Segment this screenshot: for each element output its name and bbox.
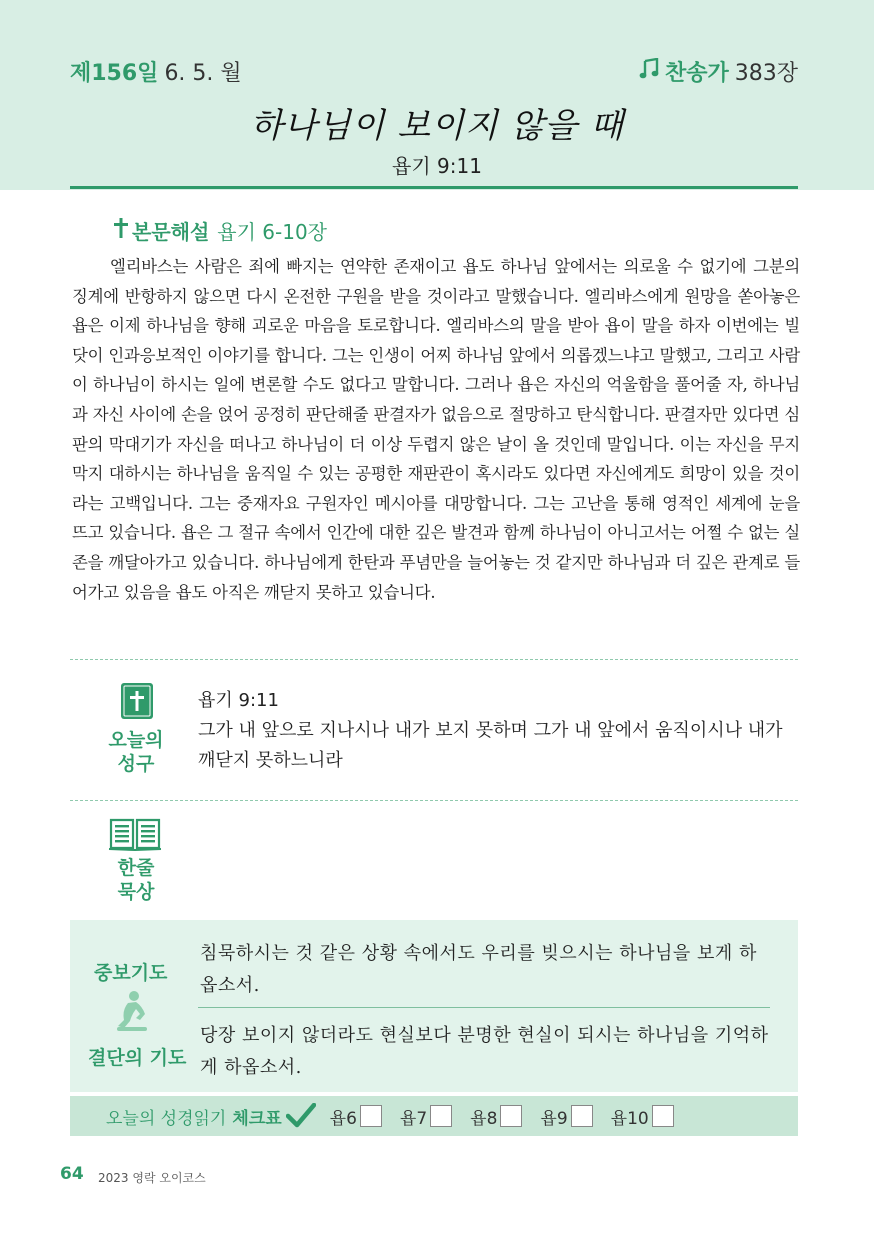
verse-label-line1: 오늘의	[108, 729, 164, 751]
day-line	[70, 56, 242, 87]
check-item-label: 욥8	[470, 1108, 498, 1129]
checklist-prefix: 오늘의 성경읽기	[106, 1108, 227, 1129]
check-item-job10[interactable]	[611, 1104, 674, 1129]
open-book-icon	[108, 816, 162, 856]
section-divider	[70, 800, 798, 801]
hymn-label: 찬송가	[664, 61, 729, 86]
check-item-job7[interactable]	[400, 1104, 452, 1129]
commentary-body: 엘리바스는 사람은 죄에 빠지는 연약한 존재이고 욥도 하나님 앞에서는 의로울 수 없기에 그분의 징계에 반항하지 않으면 다시 온전한 구원을 받을 것이라고 말했습니다. 엘리바스에게 원망을 쏟아놓은 욥은 이제 하나님을 향해 괴로운 마음을 토로합니다. 엘리바스의 말을 받아 욥이 말을 하자 이번에는 빌닷이 인과응보적인 이야기를 합니다. 그는 인생이 어찌 하나님 앞에서 의롭겠느냐고 말했고, 그리고 사람이 하나님이 하시는 일에 변론할 수도 없다고 말합니다. 그러나 욥은 자신의 억울함을 풀어줄 자, 하나님과 자신 사이에 손을 얹어 공정히 판단해줄 판결자가 없음으로 절망하고 탄식합니다. 판결자만 있다면 심판의 막대기가 자신을 떠나고 하나님이 더 이상 두렵지 않은 날이 올 것인데 말입니다. 이는 자신을 무지막지 대하시는 하나님을 움직일 수 있는 공평한 재판관이 혹시라도 있다면 자신에게도 희망이 있을 것이라는 고백입니다. 그는 중재자요 구원자인 메시아를 대망합니다. 그는 고난을 통해 영적인 세계에 눈을 뜨고 있습니다. 욥은 그 절규 속에서 인간에 대한 깊은 발견과 함께 하나님이 아니고서는 어쩔 수 없는 실존을 깨달아가고 있습니다. 하나님에게 한탄과 푸념만을 늘어놓는 것 같지만 하나님과 더 깊은 관계로 들어가고 있음을 욥도 아직은 깨닫지 못하고 있습니다.	[72, 257, 800, 602]
verse-label-line2: 성구	[117, 753, 155, 775]
meditation-label-line1: 한줄	[117, 857, 155, 879]
meditation-label-line2: 묵상	[117, 881, 155, 903]
page-title: 하나님이 보이지 않을 때	[250, 106, 624, 146]
intercession-text: 침묵하시는 것 같은 상황 속에서도 우리를 빚으시는 하나님을 보게 하옵소서.	[200, 943, 757, 996]
meditation-label	[96, 856, 176, 904]
resolve-text: 당장 보이지 않더라도 현실보다 분명한 현실이 되시는 하나님을 기억하게 하옵소서.	[200, 1025, 769, 1078]
page-number: 64	[60, 1164, 84, 1184]
commentary-range: 욥기 6-10장	[217, 220, 327, 244]
cross-icon	[114, 218, 128, 244]
checklist-label: 체크표	[232, 1108, 282, 1129]
hymn-number: 383장	[734, 61, 798, 86]
check-item-label: 욥7	[399, 1108, 428, 1129]
check-item-job9[interactable]	[540, 1104, 592, 1129]
day-date: 6. 5. 월	[164, 61, 242, 86]
checkmark-icon	[286, 1103, 316, 1129]
check-item-job6[interactable]	[330, 1104, 382, 1129]
header-divider	[70, 186, 798, 189]
check-item-label: 욥10	[610, 1108, 649, 1129]
publication-name: 2023 영락 오이코스	[98, 1171, 206, 1185]
commentary-heading	[114, 216, 327, 245]
check-item-label: 욥9	[540, 1108, 568, 1129]
verse-label	[96, 728, 176, 776]
scripture-reference: 욥기 9:11	[392, 154, 482, 178]
check-item-job8[interactable]	[470, 1104, 522, 1129]
music-note-icon	[639, 58, 659, 86]
praying-person-icon	[114, 990, 150, 1036]
day-number: 제156일	[70, 61, 159, 86]
commentary-label: 본문해설	[132, 220, 210, 244]
prayer-divider	[198, 1007, 770, 1008]
verse-reference: 욥기 9:11	[198, 690, 279, 711]
verse-text: 그가 내 앞으로 지나시나 내가 보지 못하며 그가 내 앞에서 움직이시나 내가 깨닫지 못하느니라	[198, 720, 783, 771]
checkbox[interactable]	[430, 1105, 452, 1127]
checkbox[interactable]	[500, 1105, 522, 1127]
checkbox[interactable]	[652, 1105, 674, 1127]
section-divider	[70, 659, 798, 660]
checkbox[interactable]	[571, 1105, 593, 1127]
hymn-info	[639, 56, 798, 87]
checkbox[interactable]	[360, 1105, 382, 1127]
bible-cross-icon	[120, 682, 154, 724]
resolve-label: 결단의 기도	[88, 1047, 187, 1069]
intercession-label: 중보기도	[94, 962, 168, 984]
reading-checklist	[70, 1096, 798, 1136]
check-item-label: 욥6	[329, 1108, 357, 1129]
